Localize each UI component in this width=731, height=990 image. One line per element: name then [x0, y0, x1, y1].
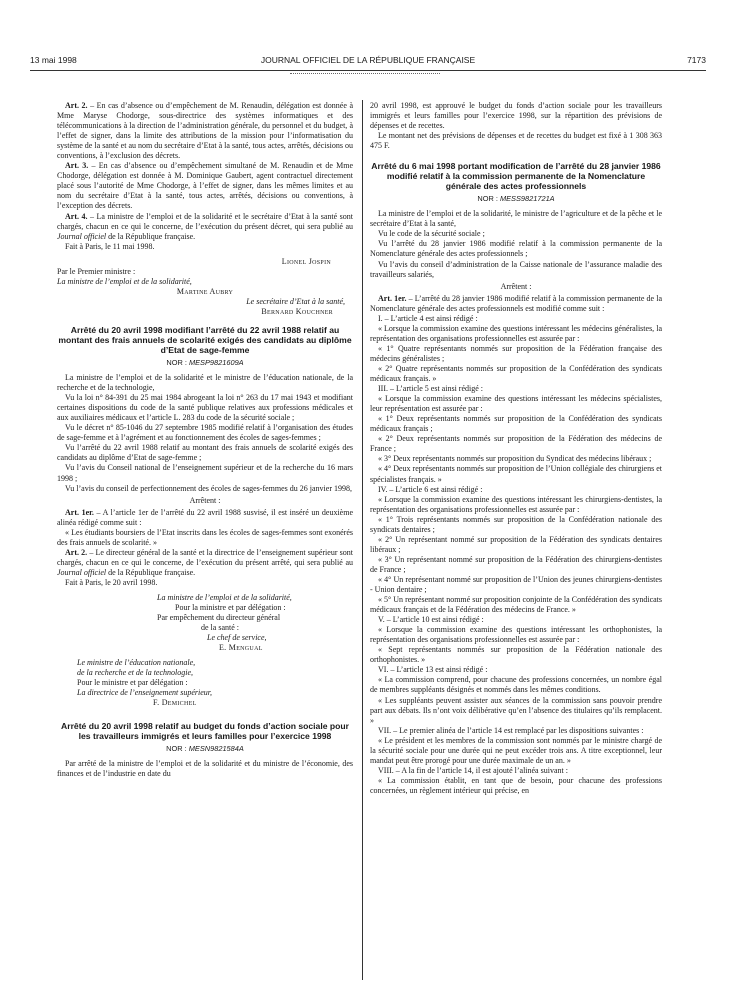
arrete-4-p1: La ministre de l’emploi et de la solidarité, le ministre de l’agriculture et de la pêche et le secrétaire d’Etat à la santé, — [370, 209, 662, 229]
arrete-2-art2-text: – Le directeur général de la santé et la directrice de l’enseignement supérieur sont chargés, chacun en ce qui le concerne, de l’exécution du présent arrêté, qui sera publié au — [57, 547, 353, 567]
sig-name-mengual: E. Mengual — [219, 643, 263, 653]
arrete-2-art2 — [57, 548, 353, 578]
article-4-end: de la République française. — [106, 231, 196, 241]
section-i-q2: « 1° Quatre représentants nommés sur proposition de la Fédération française des médecins généralistes ; — [370, 343, 662, 363]
section-vi-q1: « La commission comprend, pour chacune des professions concernées, un nombre égal de membres suppléants désignés et nommés dans les mêmes conditions. — [370, 675, 662, 695]
arrete-4-p2: Vu le code de la sécurité sociale ; — [378, 229, 485, 239]
signature-secretary-name: Bernard Kouchner — [261, 306, 333, 316]
arrete-4-title: Arrêté du 6 mai 1998 portant modification de l’arrêté du 28 janvier 1986 modifié relatif à la commission permanente de la Nomenclature générale des actes professionnels — [371, 161, 661, 192]
arrete-2-title: Arrêté du 20 avril 1998 modifiant l’arrêté du 22 avril 1988 relatif au montant des frais annuels de scolarité exigés des candidats au diplôme d’Etat de sage-femme — [58, 324, 352, 355]
section-iv: IV. – L’article 6 est ainsi rédigé : — [378, 484, 483, 494]
arrete-2-done: Fait à Paris, le 20 avril 1998. — [65, 577, 158, 587]
arrete-4-p3: Vu l’arrêté du 28 janvier 1986 modifié relatif à la commission permanente de la Nomenclature générale des actes professionnels ; — [370, 239, 662, 259]
article-2 — [57, 101, 353, 161]
article-4 — [57, 212, 353, 242]
arrete-2-art2-label: Art. 2. — [65, 547, 88, 557]
arrete-4-p4: Vu l’avis du conseil d’administration de la Caisse nationale de l’assurance maladie des travailleurs salariés, — [370, 259, 662, 279]
arrete-2-quote: « Les étudiants boursiers de l’Etat inscrits dans les écoles de sages-femmes sont exonérés des frais annuels de scolarité. » — [57, 527, 353, 547]
page-header — [30, 55, 706, 69]
nor-value: MESS9821721A — [499, 194, 555, 204]
sig-directrice: La directrice de l’enseignement supérieur, — [77, 688, 213, 698]
section-iv-q1: « Lorsque la commission examine des questions intéressant les chirurgiens-dentistes, la représentation des organisations professionnelles est assurée par : — [370, 494, 662, 514]
section-iv-q6: « 5° Un représentant nommé sur proposition conjointe de la Confédération des syndicats médicaux français et de la Fédération des médecins de France. » — [370, 595, 662, 615]
arrete-2-p4: Vu l’arrêté du 22 avril 1988 relatif au montant des frais annuels de scolarité exigés des candidats au diplôme d’Etat de sage-femme ; — [57, 443, 353, 463]
section-i: I. – L’article 4 est ainsi rédigé : — [378, 313, 478, 323]
sig-par-delegation: Pour la ministre et par délégation : — [175, 603, 286, 613]
section-vi-q2: « Les suppléants peuvent assister aux séances de la commission sans pouvoir prendre part aux débats. Ils n’ont voix délibérative qu’en l’absence des titulaires qu’ils remplacent. » — [370, 695, 662, 725]
signature-prime-minister: Lionel Jospin — [281, 256, 331, 266]
arrete-3-title: Arrêté du 20 avril 1998 relatif au budget du fonds d’action sociale pour les travailleurs immigrés et leurs familles pour l’exercice 1998 — [61, 720, 349, 741]
right-column — [370, 101, 662, 796]
left-column — [57, 101, 353, 779]
sig-par-delegation-2: Pour le ministre et par délégation : — [77, 678, 188, 688]
arrete-2-p2: Vu la loi n° 84-391 du 25 mai 1984 abrogeant la loi n° 263 du 17 mai 1943 et modifiant certaines dispositions du code de la santé publique relatives aux professions médicales et aux auxiliaires médicaux et l’article L. 283 du code de la sécurité sociale ; — [57, 393, 353, 423]
arrete-3-amount: Le montant net des prévisions de dépenses et de recettes du budget est fixé à 1 308 363 475 F. — [370, 131, 662, 151]
section-vii-q1: « Le président et les membres de la commission sont nommés par le ministre chargé de la sécurité sociale pour une durée qui ne peut excéder trois ans. A titre exceptionnel, leur mandat peut être prorogé pour une durée maximale de un an. » — [370, 735, 662, 765]
section-i-q3: « 2° Quatre représentants nommés sur proposition de la Confédération des syndicats médicaux français. » — [370, 363, 662, 384]
article-3-text: – En cas d’absence ou d’empêchement simultané de M. Renaudin et de Mme Chodorge, délégation est donnée à M. Dominique Gaubert, agent contractuel directement placé sous l’autorité de Mme Chodorge, à l’effet de signer, dans les mêmes limites et au nom du secrétaire d’Etat à la santé, tous actes, arrêtés, décisions ou conventions, à l’exception des décrets. — [57, 161, 354, 211]
sig-education-minister: Le ministre de l’éducation nationale, — [77, 658, 196, 668]
header-dotted-rule — [290, 73, 440, 74]
section-iii-q2: « 1° Deux représentants nommés sur proposition de la Confédération des syndicats médicaux français ; — [370, 414, 662, 434]
sig-chef-service: Le chef de service, — [207, 633, 267, 643]
signature-minister-name: Martine Aubry — [176, 286, 234, 296]
column-separator — [362, 100, 363, 980]
arrete-2-p6: Vu l’avis du conseil de perfectionnement des écoles de sages-femmes du 26 janvier 1998, — [65, 483, 352, 493]
section-v-q2: « Sept représentants nommés sur proposition de la Fédération nationale des orthophonistes. » — [370, 645, 662, 665]
section-v-q1: « Lorsque la commission examine des questions intéressant les orthophonistes, la représentation des organisations professionnelles est assurée par : — [370, 625, 662, 645]
section-iii: III. – L’article 5 est ainsi rédigé : — [378, 384, 483, 394]
nor-label: NOR : — [166, 357, 189, 367]
arrete-4-art1 — [370, 294, 662, 314]
arrete-2-p3: Vu le décret n° 85-1046 du 27 septembre 1985 modifié relatif à l’organisation des études de sage-femme et à l’agrément et au fonctionnement des écoles de sages-femmes ; — [57, 423, 353, 443]
done-at-1: Fait à Paris, le 11 mai 1998. — [65, 241, 155, 251]
section-iv-q3: « 2° Un représentant nommé sur proposition de la Fédération des syndicats dentaires libéraux ; — [370, 534, 662, 554]
article-4-label: Art. 4. — [65, 211, 88, 221]
arrete-2-signatures-2 — [57, 658, 353, 708]
arrete-2-art2-journal: Journal officiel — [57, 567, 107, 577]
sig-name-demichel: F. Demichel — [153, 698, 197, 708]
article-3 — [57, 161, 353, 211]
sig-de-la-sante: de la santé : — [201, 623, 239, 633]
header-journal-title: JOURNAL OFFICIEL DE LA RÉPUBLIQUE FRANÇAISE — [260, 55, 476, 65]
arrete-2-arretent: Arrêtent : — [189, 495, 221, 505]
section-vii: VII. – Le premier alinéa de l’article 14 est remplacé par les dispositions suivantes : — [378, 725, 644, 735]
section-vi: VI. – L’article 13 est ainsi rédigé : — [378, 665, 488, 675]
article-4-text: – La ministre de l’emploi et de la solidarité et le secrétaire d’Etat à la santé sont chargés, chacun en ce qui le concerne, de l’exécution du présent décret, qui sera publié au — [57, 211, 353, 231]
section-iv-q5: « 4° Un représentant nommé sur proposition de l’Union des jeunes chirurgiens-dentistes - Union dentaire ; — [370, 574, 662, 595]
section-iii-q3: « 2° Deux représentants nommés sur proposition de la Fédération des médecins de France ; — [370, 434, 662, 454]
header-rule — [30, 70, 706, 71]
sig-minister: La ministre de l’emploi et de la solidarité, — [157, 593, 292, 603]
section-iii-q1: « Lorsque la commission examine des questions intéressant les médecins spécialistes, leur représentation est assurée par : — [370, 394, 662, 414]
sig-empechement: Par empêchement du directeur général — [157, 613, 281, 623]
signature-secretary-title: Le secrétaire d’Etat à la santé, — [246, 296, 345, 306]
section-iv-q4: « 3° Un représentant nommé sur proposition de la Fédération des chirurgiens-dentistes de France ; — [370, 554, 662, 574]
arrete-3-p1: Par arrêté de la ministre de l’emploi et de la solidarité et du ministre de l’économie, des finances et de l’industrie en date du — [57, 758, 353, 778]
arrete-4-nor — [370, 194, 662, 204]
section-viii-q1: « La commission établit, en tant que de besoin, pour chacune des professions concernées, un règlement intérieur qui précise, en — [370, 775, 662, 795]
arrete-2-art1-text: – A l’article 1er de l’arrêté du 22 avril 1988 susvisé, il est inséré un deuxième alinéa rédigé comme suit : — [57, 507, 353, 527]
arrete-2-p5: Vu l’avis du Conseil national de l’enseignement supérieur et de la recherche du 16 mars 1998 ; — [57, 463, 353, 483]
arrete-3-nor — [57, 744, 353, 754]
arrete-2-nor — [57, 358, 353, 368]
arrete-4-art1-label: Art. 1er. — [378, 293, 407, 303]
arrete-4-arretent: Arrêtent : — [500, 281, 532, 291]
article-4-journal: Journal officiel — [57, 231, 107, 241]
section-viii: VIII. – A la fin de l’article 14, il est ajouté l’alinéa suivant : — [378, 765, 568, 775]
article-3-label: Art. 3. — [65, 161, 89, 171]
section-v: V. – L’article 10 est ainsi rédigé : — [378, 615, 484, 625]
arrete-4-art1-text: – L’arrêté du 28 janvier 1986 modifié relatif à la commission permanente de la Nomenclature générale des actes professionnels est modifié comme suit : — [370, 293, 663, 313]
article-2-label: Art. 2. — [65, 101, 88, 110]
article-2-text: – En cas d’absence ou d’empêchement de M. Renaudin, délégation est donnée à Mme Maryse Chodorge, sous-directrice des systèmes informatiques et des télécommunications à la direction de l’administration générale, du personnel et du budget, à l’effet de signer, dans la limite des attributions de la mission pour l’informatisation du système de la santé et au nom du secrétaire d’Etat à la santé, tous actes, arrêtés, décisions ou conventions, à l’exclusion des décrets. — [57, 101, 353, 161]
arrete-2-art1 — [57, 508, 353, 528]
arrete-2-art2-end: de la République française. — [106, 567, 196, 577]
section-i-q1: « Lorsque la commission examine des questions intéressant les médecins généralistes, la représentation des organisations professionnelles est assurée par : — [370, 323, 662, 343]
signature-par: Par le Premier ministre : — [57, 266, 136, 276]
arrete-2-art1-label: Art. 1er. — [65, 507, 94, 517]
nor-value: MESP9821609A — [188, 357, 244, 367]
arrete-2-signatures — [57, 593, 353, 653]
section-iv-q2: « 1° Trois représentants nommés sur proposition de la Confédération nationale des syndicats dentaires ; — [370, 514, 662, 534]
header-page-number: 7173 — [687, 55, 706, 65]
nor-label: NOR : — [166, 743, 189, 753]
arrete-2-p1: La ministre de l’emploi et de la solidarité et le ministre de l’éducation nationale, de la recherche et de la technologie, — [57, 373, 353, 393]
nor-label: NOR : — [477, 194, 500, 204]
header-date: 13 mai 1998 — [30, 55, 77, 65]
nor-value: MESN9821584A — [188, 743, 244, 753]
section-iii-q5: « 4° Deux représentants nommés sur proposition de l’Union collégiale des chirurgiens et spécialistes français. » — [370, 464, 662, 484]
section-iii-q4: « 3° Deux représentants nommés sur proposition du Syndicat des médecins libéraux ; — [378, 454, 652, 464]
signature-minister-title: La ministre de l’emploi et de la solidarité, — [57, 276, 192, 286]
sig-recherche: de la recherche et de la technologie, — [77, 668, 194, 678]
arrete-3-continued: 20 avril 1998, est approuvé le budget du fonds d’action sociale pour les travailleurs immigrés et leurs familles pour l’exercice 1998, sur la répartition des prévisions de dépenses et de recettes. — [370, 101, 662, 131]
